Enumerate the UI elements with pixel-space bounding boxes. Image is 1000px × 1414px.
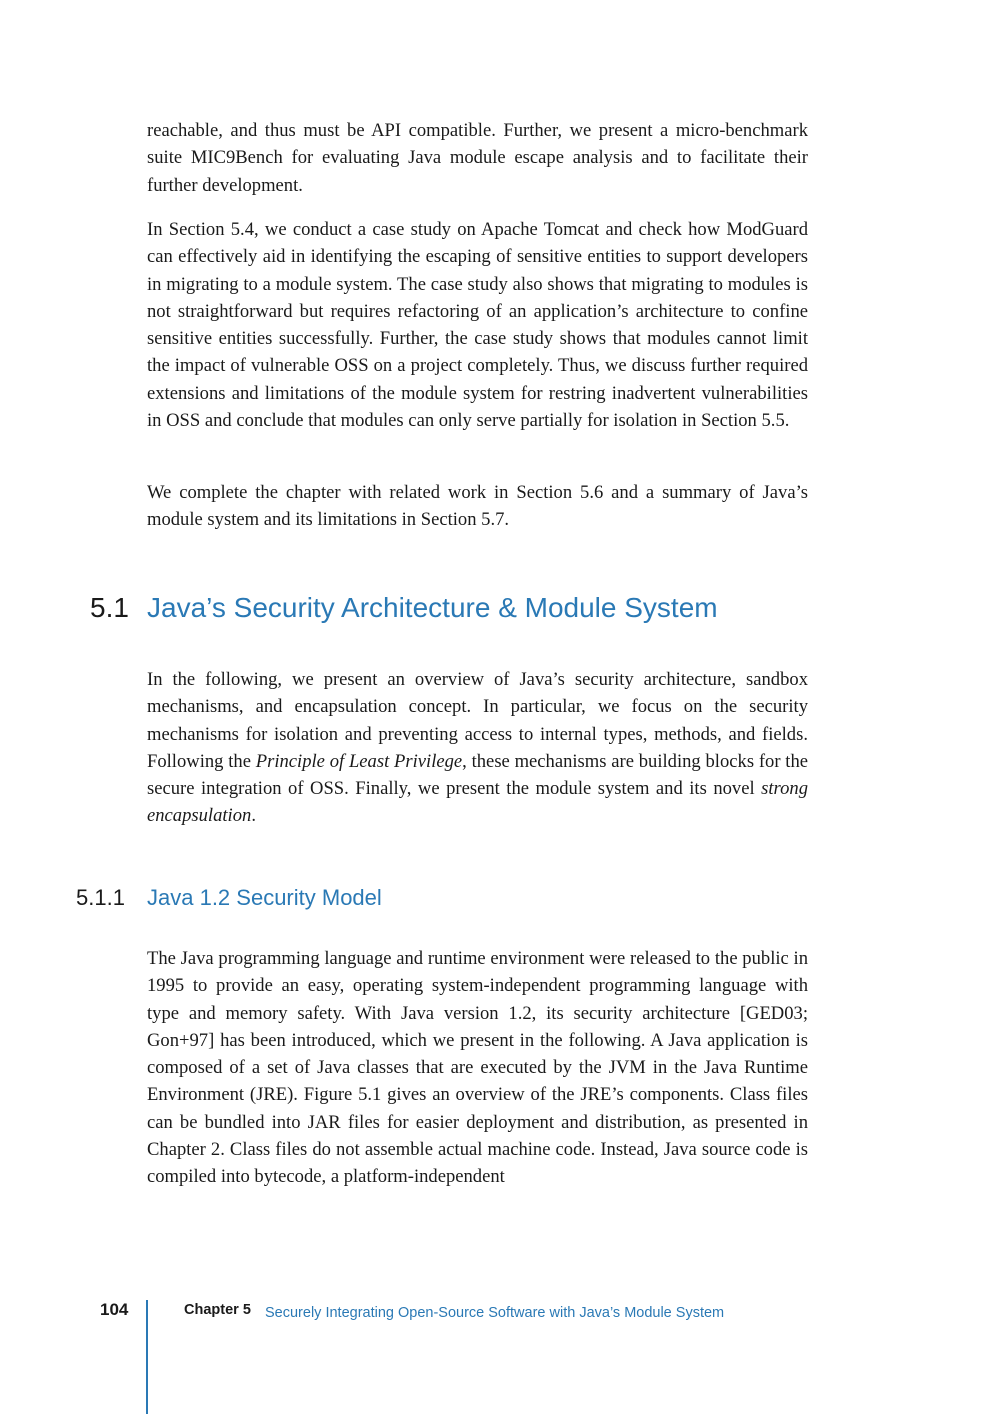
- section-title: Java’s Security Architecture & Module System: [147, 592, 718, 623]
- subsection-number: 5.1.1: [76, 885, 125, 910]
- section-intro-text-a: In the following, we present an overview of Java’s security architecture, sandbox mechanisms, and encapsulation concept. In particular, we focus on the security mechanisms for isolation and preventing access to internal types, methods, and fields. Following the: [147, 669, 808, 772]
- paragraph-case-study: In Section 5.4, we conduct a case study on Apache Tomcat and check how ModGuard can effectively aid in identifying the escaping of sensitive entities to support developers in migrating to a module system. The case study also shows that migrating to modules is not straightforward but requires refactoring of an application’s architecture to confine sensitive entities successfully. Further, the case study shows that modules cannot limit the impact of vulnerable OSS on a project completely. Thus, we discuss further required extensions and limitations of the module system for restring inadvertent vulnerabilities in OSS and conclude that modules can only serve partially for isolation in Section 5.5.: [147, 219, 808, 432]
- subsection-title: Java 1.2 Security Model: [147, 885, 382, 910]
- paragraph-chapter-outline: We complete the chapter with related work in Section 5.6 and a summary of Java’s module system and its limitations in Section 5.7.: [147, 482, 808, 531]
- paragraph-intro-continuation: reachable, and thus must be API compatible. Further, we present a micro-benchmark suite MIC9Bench for evaluating Java module escape analysis and to facilitate their further development.: [147, 120, 808, 196]
- paragraph-java-security-model: The Java programming language and runtime environment were released to the public in 1995 to provide an easy, operating system-independent programming language with type and memory safety. With Java version 1.2, its security architecture [GED03; Gon+97] has been introduced, which we present in the following. A Java application is composed of a set of Java classes that are executed by the JVM in the Java Runtime Environment (JRE). Figure 5.1 gives an overview of the JRE’s components. Class files can be bundled into JAR files for easier deployment and distribution, as presented in Chapter 2. Class files do not assemble actual machine code. Instead, Java source code is compiled into bytecode, a platform-independent: [147, 948, 808, 1188]
- footer-divider: [146, 1300, 148, 1414]
- section-intro-text-c: .: [251, 805, 256, 827]
- page-number: 104: [100, 1300, 129, 1319]
- section-number: 5.1: [90, 592, 129, 623]
- footer-chapter-title: Securely Integrating Open-Source Software with Java’s Module System: [265, 1305, 725, 1321]
- paragraph-section-intro: [147, 666, 808, 830]
- section-intro-text-b: , these mechanisms are building blocks for the secure integration of OSS. Finally, we present the module system and its novel: [147, 750, 809, 800]
- footer-chapter-label: Chapter 5: [184, 1302, 251, 1318]
- section-intro-emphasis-least-privilege: Principle of Least Privilege: [255, 750, 463, 772]
- section-intro-emphasis-strong-encapsulation: strong encapsulation: [147, 778, 808, 827]
